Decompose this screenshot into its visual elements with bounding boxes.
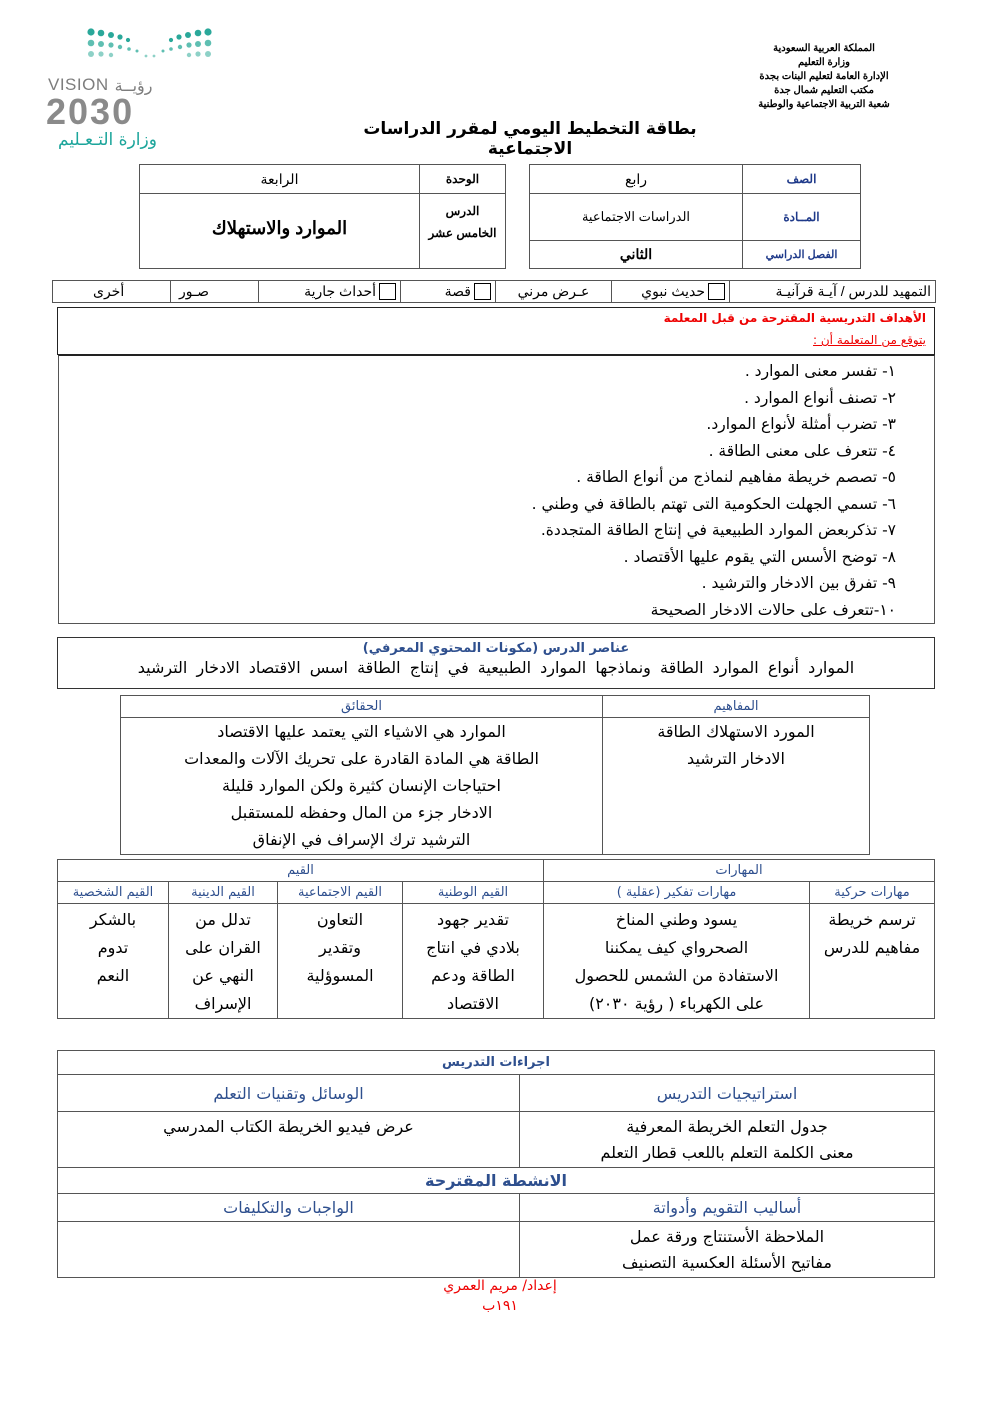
national-values-cell: تقدير جهود بلادي في انتاج الطاقة ودعم الاقتصاد — [403, 904, 544, 1019]
checkbox[interactable] — [474, 283, 491, 300]
grade-value: رابع — [530, 165, 743, 194]
intro-option-pictures[interactable]: صـور — [171, 281, 259, 303]
col-header-social-values: القيم الاجتماعية — [278, 882, 403, 904]
values-header: القيم — [58, 860, 544, 882]
homework-header: الواجبات والتكليفات — [58, 1194, 520, 1222]
strategies-header: استراتيجيات التدريس — [520, 1075, 935, 1112]
social-values-cell: التعاون وتقدير المسوؤلية — [278, 904, 403, 1019]
assessment-header: أساليب التقويم وأدواتة — [520, 1194, 935, 1222]
footer — [350, 1276, 650, 1316]
motor-skills-cell: ترسم خريطة مفاهيم للدرس — [810, 904, 935, 1019]
vision-text: VISION — [48, 75, 109, 94]
facts-header: الحقائق — [121, 696, 603, 718]
grade-label: الصف — [743, 165, 861, 194]
unit-label: الوحدة — [420, 165, 506, 194]
org-line: الإدارة العامة لتعليم البنات بجدة — [759, 71, 889, 82]
objective-item: ٣- تضرب أمثلة لأنواع الموارد. — [706, 415, 896, 433]
objective-item: ٧- تذكربعض الموارد الطبيعية في إنتاج الطاقة المتجددة. — [540, 521, 896, 539]
subject-label: المــادة — [743, 194, 861, 241]
organization-header — [724, 42, 924, 112]
intro-option-visual[interactable]: عـرض مرني — [496, 281, 612, 303]
teaching-procedures-table — [57, 1050, 935, 1278]
religious-values-cell: تدلل من القران على النهي عن الإسراف — [169, 904, 278, 1019]
intro-label: التمهيد للدرس / آيـة قرآنيـة — [730, 281, 936, 303]
intro-option-other[interactable]: أخرى — [53, 281, 171, 303]
unit-value: الرابعة — [140, 165, 420, 194]
lesson-elements-heading: عناصر الدرس (مكونات المحتوي المعرفي) — [362, 641, 630, 656]
facts-cell: الموارد هي الاشياء التي يعتمد عليها الاقتصاد الطاقة هي المادة القادرة على تحريك الآلات والمعدات احتياجات الإنسان كثيرة ولكن الموارد قليلة الادخار جزء من المال وحفظه للمستقبل الترشيد ترك الإسراف في الإنفاق — [121, 718, 603, 855]
objective-item: ٥- تصصم خريطة مفاهيم لنماذج من أنواع الطاقة . — [576, 468, 896, 486]
strategies-cell: جدول التعلم الخريطة المعرفية معنى الكلمة التعلم باللعب قطار التعلم — [520, 1112, 935, 1168]
skills-header: المهارات — [544, 860, 935, 882]
objective-item: ١٠-تتعرف على حالات الادخار الصحيحة — [650, 600, 896, 619]
objectives-header — [57, 307, 935, 355]
year-text: 2030 — [46, 91, 135, 132]
author-credit: إعداد/ مريم العمري — [443, 1278, 557, 1294]
vision-2030-ministry-logo — [18, 22, 168, 150]
lesson-label: الدرس الخامس عشر — [420, 194, 506, 269]
org-line: المملكة العربية السعودية — [773, 43, 875, 54]
intro-option-hadith[interactable]: حديث نبوي — [612, 281, 730, 303]
intro-option-story[interactable]: قصة — [401, 281, 496, 303]
ministry-text: وزارة التـعـليم — [58, 130, 157, 150]
tools-cell: عرض فيديو الخريطة الكتاب المدرسي — [58, 1112, 520, 1168]
subject-value: الدراسات الاجتماعية — [530, 194, 743, 241]
objective-item: ٤- تتعرف على معنى الطاقة . — [708, 441, 896, 460]
col-header-personal-values: القيم الشخصية — [58, 882, 169, 904]
objectives-heading: الأهداف التدريسية المقترحة من قبل المعلمة — [663, 311, 926, 325]
semester-label: الفصل الدراسي — [743, 241, 861, 269]
org-line: مكتب التعليم شمال جدة — [774, 85, 874, 96]
col-header-thinking-skills: مهارات تفكير (عقلية ) — [544, 882, 810, 904]
thinking-skills-cell: يسود وطني المناخ الصحرواي كيف يمكننا الاستفادة من الشمس للحصول على الكهرباء ( رؤية ٢٠٣٠) — [544, 904, 810, 1019]
col-header-religious-values: القيم الدينية — [169, 882, 278, 904]
concepts-facts-table — [120, 695, 870, 855]
homework-cell — [58, 1222, 520, 1278]
skills-values-table — [57, 859, 935, 1019]
objectives-subheading: يتوقع من المتعلمة أن : — [813, 333, 926, 347]
checkbox[interactable] — [708, 283, 725, 300]
lesson-intro-row — [52, 280, 936, 303]
tools-header: الوسائل وتقنيات التعلم — [58, 1075, 520, 1112]
activities-heading: الانشطة المقترحة — [58, 1168, 935, 1194]
col-header-national-values: القيم الوطنية — [403, 882, 544, 904]
objective-item: ٦- تسمي الجهلت الحكومية التى تهتم بالطاقة في وطني . — [531, 494, 896, 513]
objective-item: ١- تفسر معنى الموارد . — [744, 362, 896, 380]
col-header-motor-skills: مهارات حركية — [810, 882, 935, 904]
objectives-body — [58, 355, 935, 624]
objective-item: ٢- تصنف أنواع الموارد . — [744, 388, 896, 407]
lesson-info-table — [139, 164, 506, 269]
concepts-cell: المورد الاستهلاك الطاقة الادخار الترشيد — [603, 718, 870, 855]
lesson-elements-content: الموارد أنواع الموارد الطاقة ونماذجها الموارد الطبيعية في إنتاج الطاقة اسس الاقتصاد الادخار الترشيد — [137, 658, 855, 677]
page-title: بطاقة التخطيط اليومي لمقرر الدراسات الاجتماعية — [363, 119, 697, 159]
lesson-elements-box — [57, 637, 935, 689]
org-line: شعبة التربية الاجتماعية والوطنية — [758, 99, 890, 110]
lesson-value: الموارد والاستهلاك — [140, 194, 420, 269]
concepts-header: المفاهيم — [603, 696, 870, 718]
procedures-heading: اجراءات التدريس — [58, 1051, 935, 1075]
objective-item: ٨- توضح الأسس التي يقوم عليها الأقتصاد . — [623, 547, 896, 566]
personal-values-cell: بالشكر تدوم النعم — [58, 904, 169, 1019]
document-code: ١٩١ب — [482, 1298, 518, 1314]
ruyah-text: رؤيــة — [114, 75, 153, 95]
objective-item: ٩- تفرق بين الادخار والترشيد . — [701, 574, 896, 592]
dots-pattern-icon — [86, 26, 221, 66]
class-info-table — [529, 164, 861, 269]
semester-value: الثاني — [530, 241, 743, 269]
checkbox[interactable] — [379, 283, 396, 300]
objectives-list — [532, 358, 896, 623]
org-line: وزارة التعليم — [798, 57, 850, 68]
intro-option-current-events[interactable]: أحداث جارية — [259, 281, 401, 303]
assessment-cell: الملاحظة الأستنتاج ورقة عمل مفاتيح الأسئلة العكسية التصنيف — [520, 1222, 935, 1278]
